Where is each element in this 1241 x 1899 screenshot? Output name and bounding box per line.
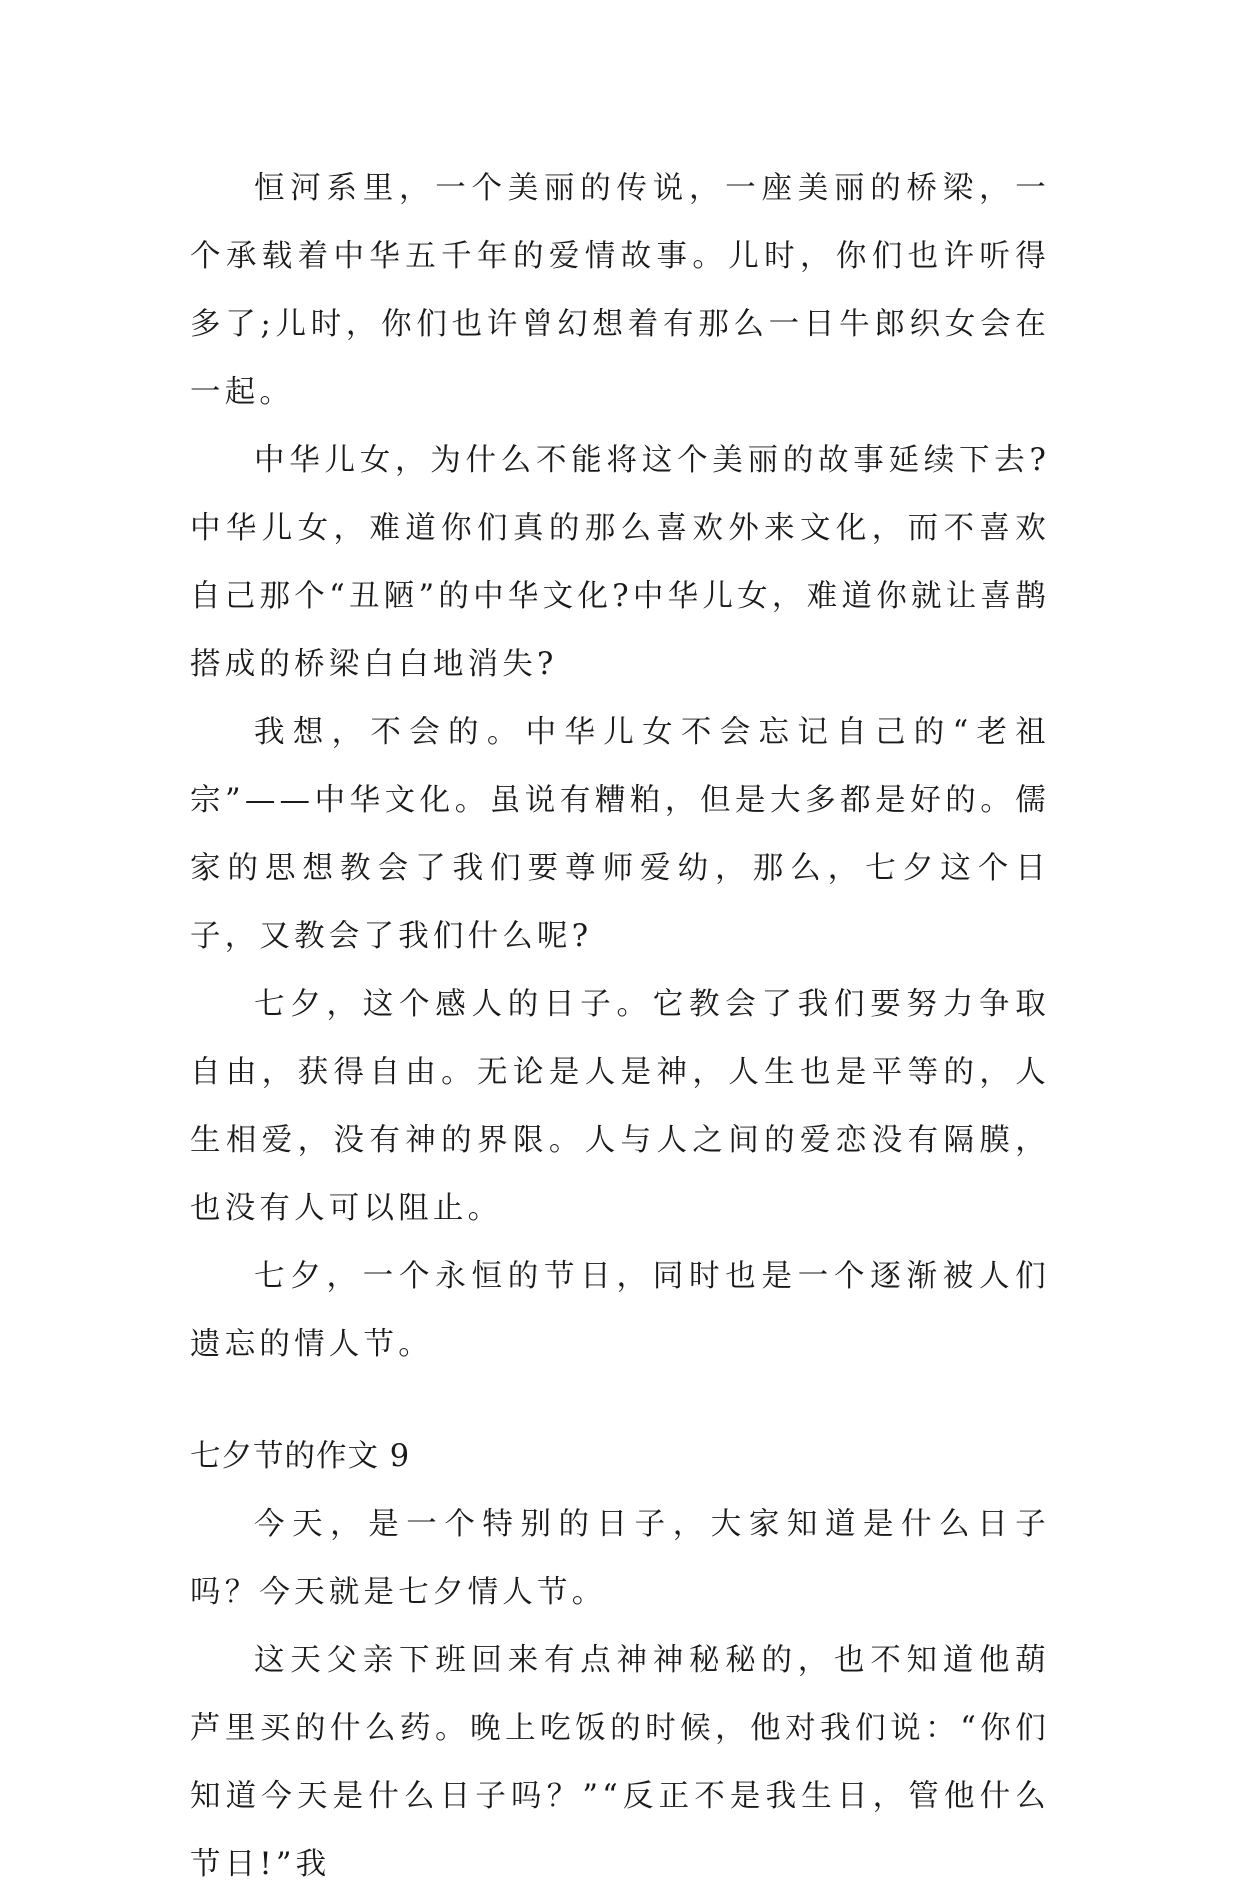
paragraph-6: 今天，是一个特别的日子，大家知道是什么日子吗？今天就是七夕情人节。: [190, 1507, 1050, 1610]
paragraph-5: 七夕，一个永恒的节日，同时也是一个逐渐被人们遗忘的情人节。: [190, 1259, 1050, 1362]
paragraph-2: 中华儿女，为什么不能将这个美丽的故事延续下去?中华儿女，难道你们真的那么喜欢外来文化，而不喜欢自己那个“丑陋”的中华文化?中华儿女，难道你就让喜鹊搭成的桥梁白白地消失?: [190, 443, 1050, 682]
section-title: 七夕节的作文 9: [190, 1439, 411, 1474]
paragraph-3: 我想，不会的。中华儿女不会忘记自己的“老祖宗”——中华文化。虽说有糟粕，但是大多都是好的。儒家的思想教会了我们要尊师爱幼，那么，七夕这个日子，又教会了我们什么呢?: [190, 715, 1050, 954]
document-page: [190, 155, 1050, 1899]
paragraph-1: 恒河系里，一个美丽的传说，一座美丽的桥梁，一个承载着中华五千年的爱情故事。儿时，你们也许听得多了;儿时，你们也许曾幻想着有那么一日牛郎织女会在一起。: [190, 171, 1050, 410]
paragraph-4: 七夕，这个感人的日子。它教会了我们要努力争取自由，获得自由。无论是人是神，人生也是平等的，人生相爱，没有神的界限。人与人之间的爱恋没有隔膜，也没有人可以阻止。: [190, 987, 1050, 1226]
paragraph-7: 这天父亲下班回来有点神神秘秘的，也不知道他葫芦里买的什么药。晚上吃饭的时候，他对我们说：“你们知道今天是什么日子吗？”“反正不是我生日，管他什么节日!”我: [190, 1643, 1050, 1882]
